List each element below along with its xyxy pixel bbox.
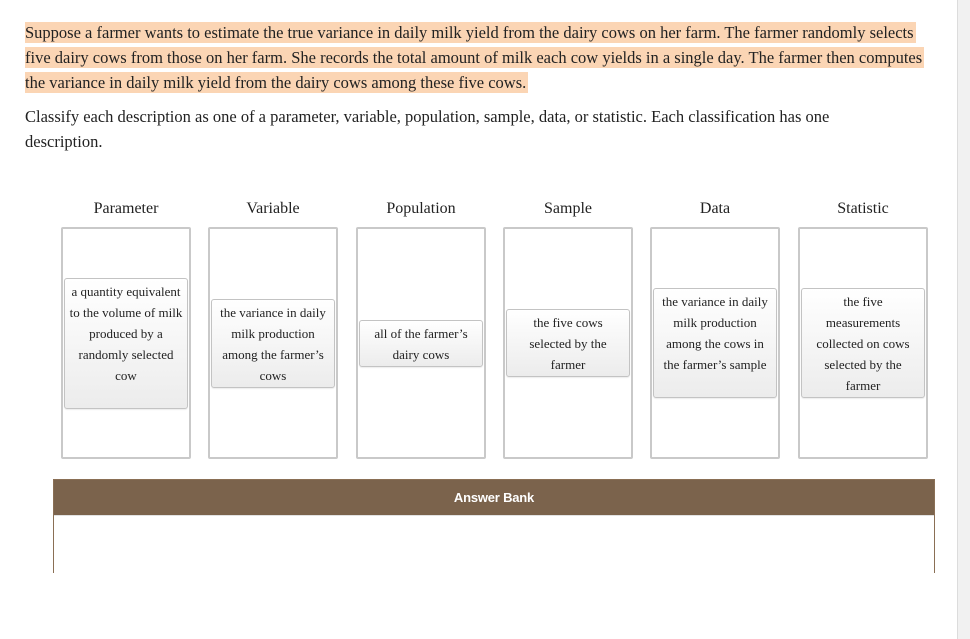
drop-zone-population[interactable] (356, 227, 486, 459)
drop-zone-sample[interactable] (503, 227, 633, 459)
drop-zone-data[interactable] (650, 227, 780, 459)
drop-zone-variable[interactable] (208, 227, 338, 459)
answer-bank[interactable] (53, 479, 935, 573)
category-header-variable: Variable (246, 200, 300, 217)
answer-bank-title: Answer Bank (54, 480, 934, 515)
answer-card[interactable]: the five cows selected by the farmer (506, 309, 630, 377)
answer-card[interactable]: the variance in daily milk production among the farmer’s cows (211, 299, 335, 388)
answer-card[interactable]: all of the farmer’s dairy cows (359, 320, 483, 367)
answer-bank-drop-area[interactable] (54, 515, 934, 573)
drop-zone-statistic[interactable] (798, 227, 928, 459)
drop-zone-parameter[interactable] (61, 227, 191, 459)
instruction-text: Classify each description as one of a parameter, variable, population, sample, data, or statistic. Each classification has one description. (25, 107, 830, 151)
category-header-sample: Sample (544, 200, 592, 217)
answer-card[interactable]: the five measurements collected on cows selected by the farmer (801, 288, 925, 398)
answer-card[interactable]: a quantity equivalent to the volume of milk produced by a randomly selected cow (64, 278, 188, 409)
category-header-statistic: Statistic (837, 200, 889, 217)
category-header-parameter: Parameter (93, 200, 159, 217)
page-scrollbar[interactable] (957, 0, 970, 639)
question-passage (25, 20, 940, 95)
category-header-data: Data (699, 200, 731, 217)
highlighted-passage-text: Suppose a farmer wants to estimate the true variance in daily milk yield from the dairy cows on her farm. The farmer randomly selects five dairy cows from those on her farm. She records the total amount of milk each cow yields in a single day. The farmer then computes the variance in daily milk yield from the dairy cows among these five cows. (25, 23, 923, 92)
category-header-population: Population (386, 200, 456, 217)
answer-card[interactable]: the variance in daily milk production among the cows in the farmer’s sample (653, 288, 777, 398)
